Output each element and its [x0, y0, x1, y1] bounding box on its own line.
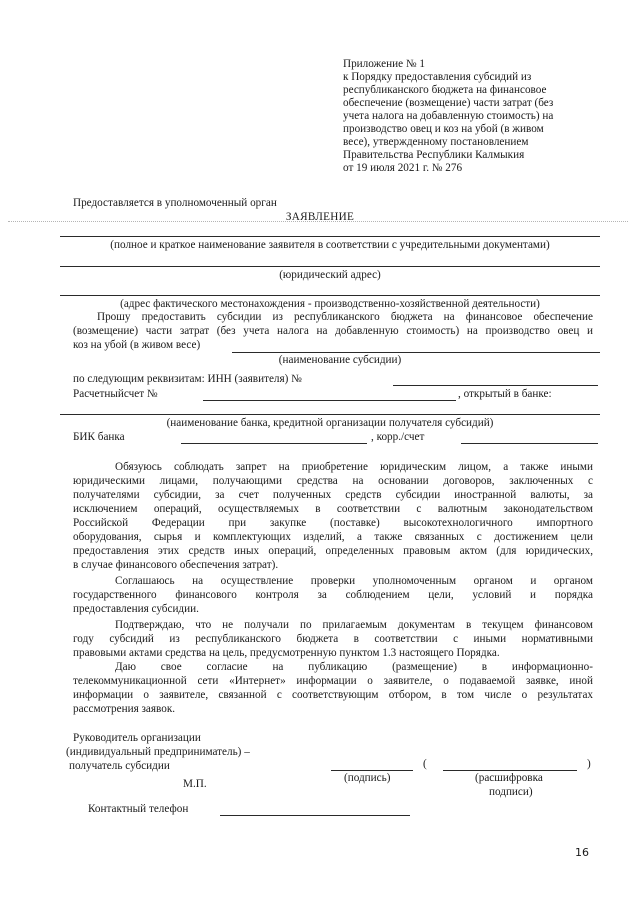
appendix-line: Приложение № 1: [343, 58, 425, 70]
appendix-line: Правительства Республики Калмыкия: [343, 149, 525, 161]
bank-name-line: [60, 414, 600, 415]
close-paren: ): [587, 758, 591, 770]
request-line: Прошу предоставить субсидии из республиканского бюджета на финансовое обеспечение: [97, 311, 593, 323]
consent-publish-line: информации о заявителе, связанной с соответствующим отбором, в том числе о результатах: [73, 689, 593, 701]
obligation-line: оборудования, сырья и комплектующих изделий, а также связанных с достижением цели: [73, 531, 593, 543]
obligation-line: Российской Федерации при закупке (поставке) высокотехнологичного импортного: [73, 517, 593, 529]
head-label: Руководитель организации: [73, 732, 201, 744]
confirm-line: правовыми актами средства на цель, предусмотренную пунктом 1.3 настоящего Порядка.: [73, 647, 500, 659]
decoding-line: [443, 770, 577, 771]
opened-in-bank-label: , открытый в банке:: [458, 388, 552, 400]
account-field-line: [203, 400, 456, 401]
corr-account-label: , корр./счет: [371, 431, 425, 443]
obligation-line: юридическими лицами, получающими средства на основании договоров, заключенных с: [73, 475, 593, 487]
decoding-caption: (расшифровка: [475, 772, 543, 784]
obligation-line: Обязуюсь соблюдать запрет на приобретение юридическим лицом, а также иными: [115, 461, 593, 473]
decoding-caption: подписи): [489, 786, 533, 798]
confirm-line: году субсидий из республиканского бюджета в соответствии с иными нормативными: [73, 633, 593, 645]
consent-publish-line: Даю свое согласие на публикацию (размещение) в информационно-: [115, 661, 593, 673]
appendix-line: от 19 июля 2021 г. № 276: [343, 162, 463, 174]
bank-name-caption: (наименование банка, кредитной организации получателя субсидий): [166, 417, 494, 429]
applicant-name-caption: (полное и краткое наименование заявителя в соответствии с учредительными документами): [110, 239, 550, 251]
obligation-line: исключением операций, осуществляемых в соответствии с валютным законодательством: [73, 503, 593, 515]
legal-address-caption: (юридический адрес): [279, 269, 381, 281]
granted-to-label: Предоставляется в уполномоченный орган: [73, 197, 277, 209]
signature-line: [331, 770, 413, 771]
appendix-line: обеспечение (возмещение) части затрат (без: [343, 97, 554, 109]
head-label: получатель субсидии: [69, 760, 170, 772]
inn-field-line: [393, 385, 598, 386]
obligation-line: в случае финансового обеспечения затрат).: [73, 559, 279, 571]
account-label: Расчетныйсчет №: [73, 388, 158, 400]
open-paren: (: [423, 758, 427, 770]
subsidy-name-line: [232, 352, 600, 353]
consent-check-line: Соглашаюсь на осуществление проверки уполномоченным органом и органом: [115, 575, 593, 587]
phone-label: Контактный телефон: [88, 803, 189, 815]
appendix-line: к Порядку предоставления субсидий из: [343, 71, 532, 83]
page-number: 16: [575, 846, 589, 859]
corr-account-field-line: [461, 443, 598, 444]
request-line: коз на убой (в живом весе): [73, 339, 201, 351]
actual-address-line: [60, 295, 600, 296]
consent-publish-line: телекоммуникационной сети «Интернет» информации о заявителе, о подаваемой заявке, иной: [73, 675, 593, 687]
subsidy-name-caption: (наименование субсидии): [278, 354, 402, 366]
head-label: (индивидуальный предприниматель) –: [66, 746, 250, 758]
phone-field-line: [220, 815, 410, 816]
actual-address-caption: (адрес фактического местонахождения - производственно-хозяйственной деятельности): [120, 298, 540, 310]
appendix-line: республиканского бюджета на финансовое: [343, 84, 547, 96]
document-title: ЗАЯВЛЕНИЕ: [285, 211, 355, 223]
inn-label: по следующим реквизитам: ИНН (заявителя) №: [73, 373, 302, 385]
applicant-name-line: [60, 236, 600, 237]
obligation-line: получателями субсидии, за счет полученных средств субсидии иностранной валюты, за: [73, 489, 593, 501]
request-line: (возмещение) части затрат (без учета налога на добавленную стоимость) на производство овец и: [73, 325, 593, 337]
legal-address-line: [60, 266, 600, 267]
appendix-line: учета налога на добавленную стоимость) на: [343, 110, 554, 122]
bik-field-line: [181, 443, 367, 444]
stamp-label: М.П.: [183, 778, 207, 790]
confirm-line: Подтверждаю, что не получали по прилагаемым документам в текущем финансовом: [115, 619, 593, 631]
appendix-line: весе), утвержденному постановлением: [343, 136, 529, 148]
signature-caption: (подпись): [344, 772, 391, 784]
appendix-line: производство овец и коз на убой (в живом: [343, 123, 544, 135]
appendix-header: [343, 58, 593, 175]
obligation-line: предоставления этих средств иных операций, определенных правовым актом (для юридических,: [73, 545, 593, 557]
consent-check-line: государственного финансового контроля за соблюдением цели, условий и порядка: [73, 589, 593, 601]
consent-check-line: предоставления субсидии.: [73, 603, 199, 615]
consent-publish-line: рассмотрения заявок.: [73, 703, 176, 715]
bik-label: БИК банка: [73, 431, 125, 443]
